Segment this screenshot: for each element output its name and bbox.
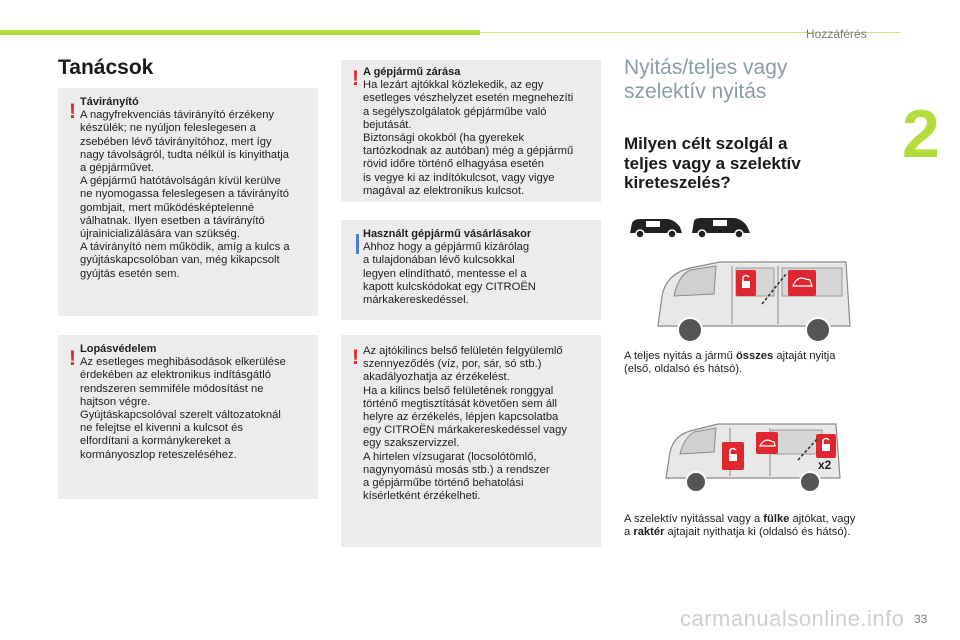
- section-label: Hozzáférés: [806, 27, 867, 41]
- watermark: carmanualsonline.info: [680, 606, 905, 631]
- press-twice-label: x2: [818, 458, 832, 472]
- tip-vehicle-locking: [341, 60, 601, 202]
- warning-icon: !: [69, 347, 76, 370]
- tip-text: Az esetleges meghibásodások elkerülése érdekében az elektronikus indításgátló rendszeren semmiféle módosítást ne hajtson végre. Gyújtáskapcsolóval szerelt változatoknál ne felejtse el kivenni a kulcsot és elfordítani a kormánykereket a kormányoszlop reteszeléséhez.: [80, 356, 286, 461]
- chapter-number: 2: [902, 96, 940, 172]
- full-unlock-description: A teljes nyitás a jármű összes ajtaját nyitja (első, oldalsó és hátsó).: [624, 350, 836, 376]
- tip-used-vehicle: [341, 220, 601, 320]
- tip-text: Az ajtókilincs belső felületén felgyülemlő szennyeződés (víz, por, sár, só stb.) akadályozhatja az érzékelést. Ha a kilincs belső felületének ronggyal történő megtisztítását követően sem áll helyre az érzékelés, lépjen kapcsolatba egy CITROËN márkakereskedéssel vagy egy szakszervizzel. A hirtelen vízsugarat (locsolótömlő, nagynyomású mosás stb.) a rendszer a gépjárműbe történő behatolási kísérletként érzékelheti.: [363, 345, 567, 503]
- warning-icon: !: [352, 67, 359, 90]
- van-long-icon: [689, 213, 753, 241]
- tip-door-handle: [341, 335, 601, 547]
- header-accent-bar: [0, 30, 480, 35]
- van-full-unlock-illustration: [650, 256, 856, 344]
- tip-text: A nagyfrekvenciás távirányító érzékeny készülék; ne nyúljon feleslegesen a zsebében lévő távirányítóhoz, mert így nagy távolságról, tudta nélkül is kinyithatja a gépjárművet. A gépjármű hatótávolságán kívül kerülve ne nyomogassa feleslegesen a távirányító gombjait, mert működésképtelenné válhatnak. Ilyen esetben a távirányító újrainicializálására van szükség. A távirányító nem működik, amíg a kulcs a gyújtáskapcsolóban van, még kikapcsolt gyújtás esetén sem.: [80, 109, 290, 280]
- tip-remote-control: [58, 88, 318, 316]
- info-icon: [356, 234, 359, 254]
- van-front-icon: [626, 213, 686, 241]
- page-number: 33: [914, 612, 928, 626]
- selective-unlock-description: A szelektív nyitással vagy a fülke ajtókat, vagy a raktér ajtajait nyithatja ki (oldalsó és hátsó).: [624, 513, 856, 539]
- tip-title: Lopásvédelem: [80, 343, 157, 355]
- tip-title: A gépjármű zárása: [363, 66, 461, 78]
- warning-icon: !: [352, 346, 359, 369]
- tip-title: Használt gépjármű vásárlásakor: [363, 228, 532, 240]
- warning-icon: !: [69, 100, 76, 123]
- heading-opening: Nyitás/teljes vagy szelektív nyitás: [624, 56, 788, 103]
- tip-text: Ahhoz hogy a gépjármű kizárólag a tulajdonában lévő kulcsokkal legyen elindítható, mentesse el a kapott kulcskódokat egy CITROËN márkakereskedéssel.: [363, 241, 536, 307]
- van-selective-unlock-illustration: [660, 420, 844, 496]
- tip-anti-theft: [58, 335, 318, 499]
- heading-tips: Tanácsok: [58, 56, 154, 79]
- tip-title: Távirányító: [80, 96, 139, 108]
- heading-purpose: Milyen célt szolgál a teljes vagy a szelektív kireteszelés?: [624, 134, 801, 192]
- tip-text: Ha lezárt ajtókkal közlekedik, az egy esetleges vészhelyzet esetén megnehezíti a segélyszolgálatok gépjárműbe való bejutását. Biztonsági okokból (ha gyerekek tartózkodnak az autóban) még a gépjármű rövid időre történő elhagyása esetén is vegye ki az indítókulcsot, vagy vigye magával az elektronikus kulcsot.: [363, 79, 574, 197]
